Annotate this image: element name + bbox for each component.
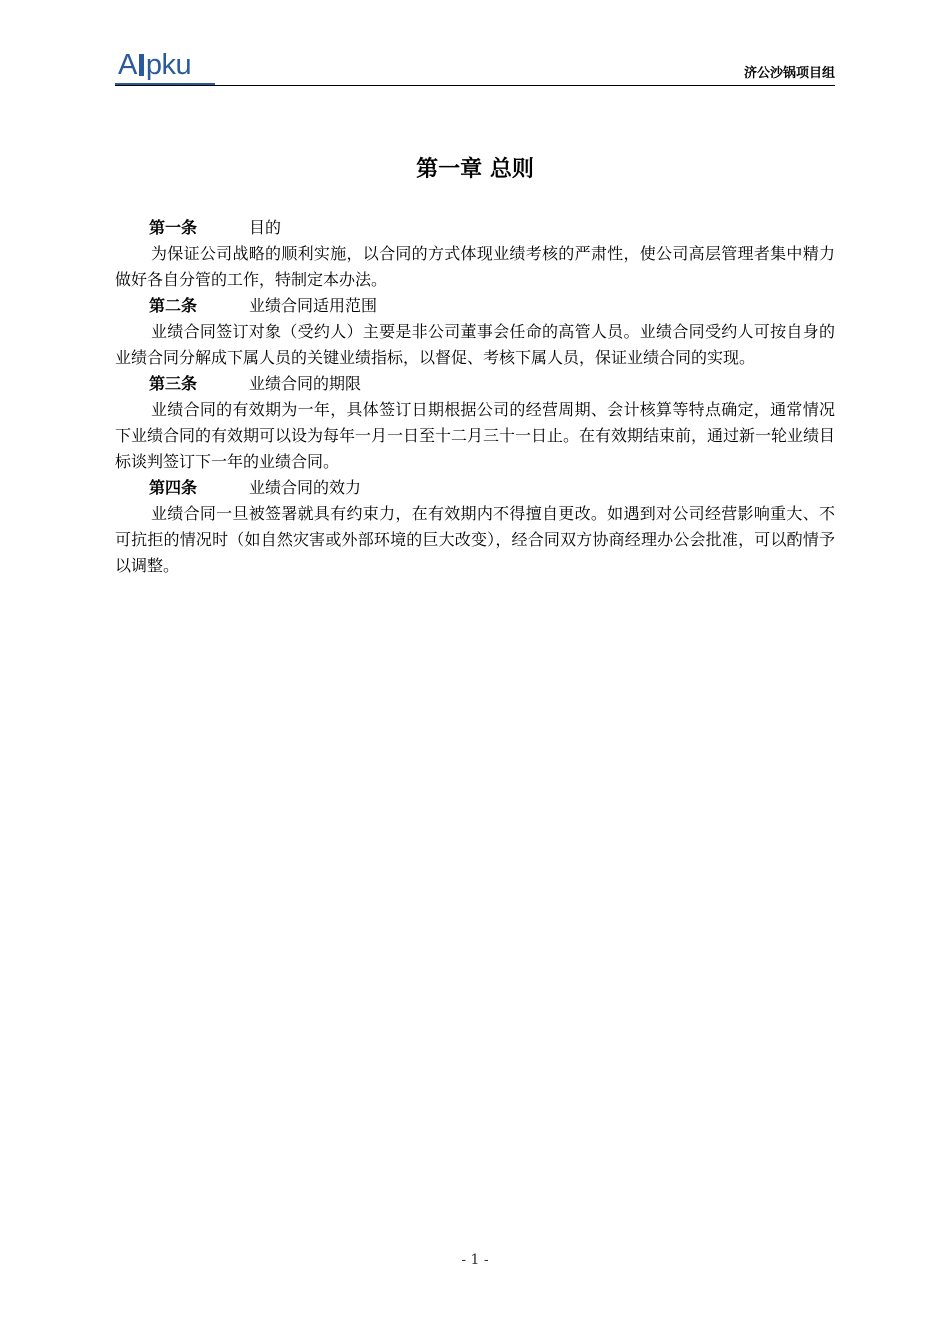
document-body (115, 215, 835, 579)
article-title: 业绩合同的期限 (249, 374, 362, 393)
article-number: 第二条 (149, 296, 198, 315)
article-heading (115, 293, 835, 319)
company-logo (118, 46, 191, 80)
article-2 (115, 293, 835, 371)
project-name: 济公沙锅项目组 (743, 66, 835, 81)
article-number: 第一条 (149, 218, 198, 237)
article-title: 业绩合同的效力 (249, 478, 362, 497)
article-title: 目的 (249, 218, 282, 237)
article-heading (115, 475, 835, 501)
logo-text-pku: pku (145, 49, 192, 81)
page-header (115, 44, 835, 86)
article-body: 为保证公司战略的顺利实施，以合同的方式体现业绩考核的严肃性，使公司高层管理者集中精力做好各自分管的工作，特制定本办法。 (115, 244, 835, 289)
article-3 (115, 371, 835, 475)
article-heading (115, 371, 835, 397)
article-body: 业绩合同一旦被签署就具有约束力，在有效期内不得擅自更改。如遇到对公司经营影响重大、不可抗拒的情况时（如自然灾害或外部环境的巨大改变），经合同双方协商经理办公会批准，可以酌情予以调整。 (115, 504, 835, 575)
article-number: 第三条 (149, 374, 198, 393)
article-title: 业绩合同适用范围 (249, 296, 378, 315)
logo-bar-icon (139, 54, 144, 76)
article-4 (115, 475, 835, 579)
logo-text-a: A (118, 49, 137, 81)
page-number: - 1 - (461, 1252, 489, 1268)
article-1 (115, 215, 835, 293)
article-body: 业绩合同的有效期为一年，具体签订日期根据公司的经营周期、会计核算等特点确定，通常情况下业绩合同的有效期可以设为每年一月一日至十二月三十一日止。在有效期结束前，通过新一轮业绩目标谈判签订下一年的业绩合同。 (115, 400, 836, 471)
logo-underline (115, 83, 215, 85)
article-number: 第四条 (149, 478, 198, 497)
article-body: 业绩合同签订对象（受约人）主要是非公司董事会任命的高管人员。业绩合同受约人可按自身的业绩合同分解成下属人员的关键业绩指标，以督促、考核下属人员，保证业绩合同的实现。 (115, 322, 835, 367)
article-heading (115, 215, 835, 241)
chapter-title: 第一章 总则 (416, 157, 534, 182)
